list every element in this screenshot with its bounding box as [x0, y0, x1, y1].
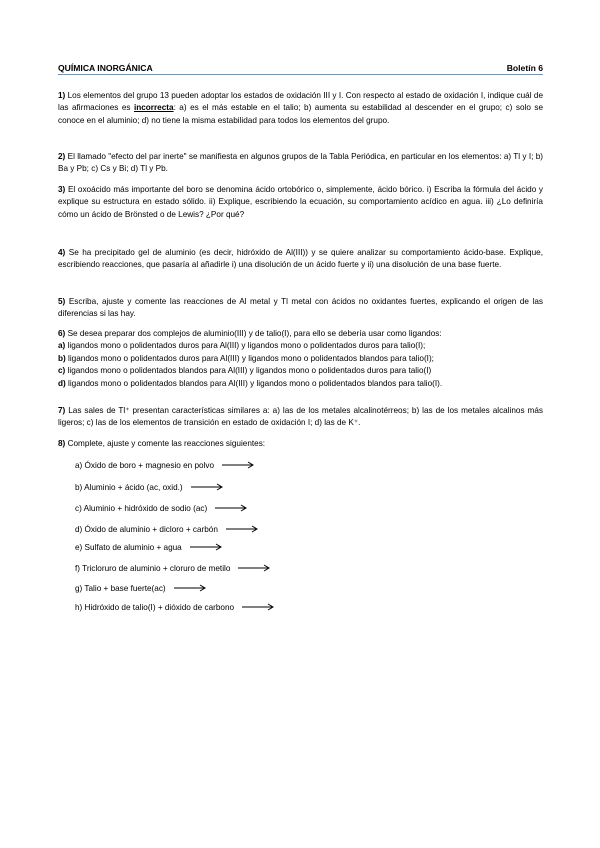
reaction-g: g) Talio + base fuerte(ac)	[75, 582, 208, 594]
question-1	[58, 90, 543, 127]
question-2	[58, 151, 543, 176]
question-text: El oxoácido más importante del boro se denomina ácido ortobórico o, simplemente, ácido bórico. i) Escriba la fórmula del ácido y explique su estructura en estado sólido. ii) Explique, escribiendo la ecuación, su comportamiento acídico en agua. iii) ¿Lo definiría cómo un ácido de Brönsted o de Lewis? ¿Por qué?	[58, 185, 543, 219]
right-arrow-icon	[222, 461, 256, 469]
question-number: 3)	[58, 185, 66, 194]
question-text: Se desea preparar dos complejos de aluminio(III) y de talio(I), para ello se debería usar como ligandos:	[67, 329, 442, 338]
question-number: 2)	[58, 152, 66, 161]
right-arrow-icon	[174, 584, 208, 592]
reaction-b: b) Aluminio + ácido (ac, oxid.)	[75, 481, 225, 493]
question-text: Complete, ajuste y comente las reacciones siguientes:	[67, 439, 266, 448]
option-b: b) ligandos mono o polidentados duros para Al(III) y ligandos mono o polidentados blandos para talio(I);	[58, 353, 434, 363]
question-5	[58, 296, 543, 321]
question-text: Los elementos del grupo 13 pueden adoptar los estados de oxidación III y I. Con respecto al estado de oxidación I, indique cuál de las afirmaciones es	[58, 91, 543, 113]
reaction-e: e) Sulfato de aluminio + agua	[75, 541, 224, 553]
reaction-a: a) Óxido de boro + magnesio en polvo	[75, 459, 256, 471]
question-number: 5)	[58, 297, 66, 306]
right-arrow-icon	[226, 525, 260, 533]
question-number: 4)	[58, 248, 66, 257]
question-number: 8)	[58, 439, 66, 448]
sheet-title: Boletín 6	[506, 63, 543, 73]
underlined-word: incorrecta	[133, 103, 174, 113]
header-rule	[58, 74, 543, 75]
question-4	[58, 247, 543, 272]
right-arrow-icon	[242, 603, 276, 611]
question-8	[58, 438, 543, 450]
question-text: Las sales de Tl⁺ presentan características similares a: a) las de los metales alcalinotérreos; b) las de los metales alcalinos más ligeros; c) las de los elementos de transición en estado de oxidación I; d) las de K⁺.	[58, 406, 543, 428]
course-title: QUÍMICA INORGÁNICA	[58, 63, 153, 73]
question-number: 7)	[58, 406, 66, 415]
reaction-c: c) Aluminio + hidróxido de sodio (ac)	[75, 502, 249, 514]
right-arrow-icon	[191, 483, 225, 491]
question-text: Se ha precipitado gel de aluminio (es decir, hidróxido de Al(III)) y se quiere analizar su comportamiento ácido-base. Explique, escribiendo reacciones, que pasaría al añadirle i) una disolución de un ácido fuerte y ii) una disolución de una base fuerte.	[58, 248, 543, 270]
question-6	[58, 328, 543, 390]
reaction-f: f) Tricloruro de aluminio + cloruro de metilo	[75, 562, 272, 574]
reaction-d: d) Óxido de aluminio + dicloro + carbón	[75, 523, 260, 535]
reaction-h: h) Hidróxido de talio(I) + dióxido de carbono	[75, 601, 276, 613]
page-header	[58, 59, 543, 73]
option-a: a) ligandos mono o polidentados duros para Al(III) y ligandos mono o polidentados duros para talio(I);	[58, 341, 426, 351]
question-text: El llamado "efecto del par inerte" se manifiesta en algunos grupos de la Tabla Periódica, en particular en los elementos: a) Tl y I; b) Ba y Pb; c) Cs y Bi; d) Tl y Pb.	[58, 152, 543, 174]
question-text: Escriba, ajuste y comente las reacciones de Al metal y Tl metal con ácidos no oxidantes fuertes, explicando el origen de las diferencias si las hay.	[58, 297, 543, 319]
option-c: c) ligandos mono o polidentados blandos para Al(III) y ligandos mono o polidentados duros para talio(I)	[58, 366, 432, 376]
right-arrow-icon	[238, 564, 272, 572]
option-d: d) ligandos mono o polidentados blandos para Al(III) y ligandos mono o polidentados blandos para talio(I).	[58, 378, 443, 388]
question-7	[58, 405, 543, 430]
question-number: 1)	[58, 91, 66, 100]
right-arrow-icon	[190, 543, 224, 551]
question-number: 6)	[58, 329, 66, 338]
question-text-continued: : a) es el más estable en el talio; b) aumenta su estabilidad al descender en el grupo; c) solo se conoce en el aluminio; d) no tiene la misma estabilidad para todos los elementos del grupo.	[58, 103, 543, 125]
question-3	[58, 184, 543, 221]
right-arrow-icon	[215, 504, 249, 512]
